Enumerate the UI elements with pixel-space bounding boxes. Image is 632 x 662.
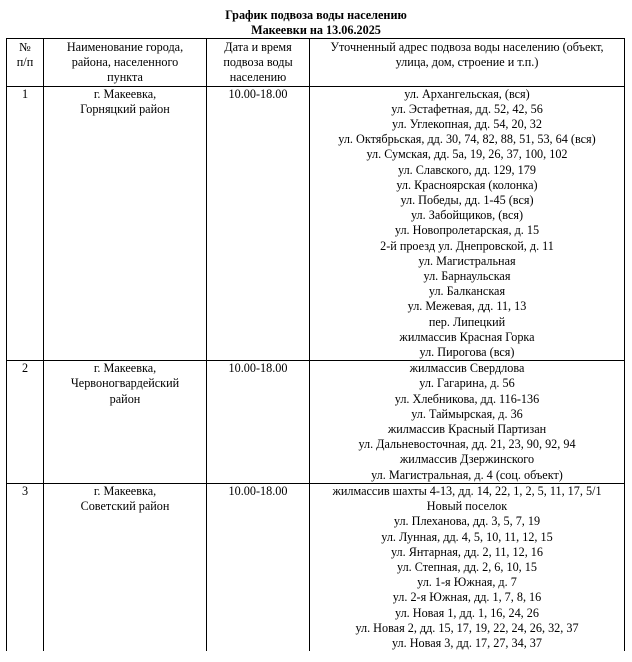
row-place: [44, 361, 207, 484]
address-line: ул. Архангельская, (вся): [404, 86, 530, 101]
address-line: ул. Степная, дд. 2, 6, 10, 15: [397, 559, 537, 574]
address-line: ул. Новая 2, дд. 15, 17, 19, 22, 24, 26, 32, 37: [355, 620, 579, 635]
address-line: ул. Магистральная, д. 4 (соц. объект): [371, 467, 563, 482]
header-time: Дата и время подвоза воды населению: [207, 39, 310, 87]
document-title: [0, 8, 632, 38]
address-line: ул. Плеханова, дд. 3, 5, 7, 19: [393, 514, 541, 529]
place-line: район: [109, 391, 141, 406]
address-line: Новый поселок: [426, 499, 508, 514]
water-delivery-table: [6, 38, 625, 651]
address-line: ул. Дальневосточная, дд. 21, 23, 90, 92, 94: [358, 437, 576, 452]
row-addresses: [310, 361, 625, 484]
address-line: ул. Барнаульская: [423, 269, 511, 284]
address-line: ул. Углекопная, дд. 54, 20, 32: [392, 117, 542, 132]
address-line: ул. Магистральная: [418, 253, 516, 268]
address-line: ул. Забойщиков, (вся): [410, 208, 524, 223]
place-line: Горняцкий район: [80, 101, 170, 116]
place-line: г. Макеевка,: [93, 361, 157, 376]
address-line: ул. Красноярская (колонка): [396, 177, 538, 192]
header-address: Уточненный адрес подвоза воды населению (объект, улица, дом, строение и т.п.): [310, 39, 625, 87]
address-line: жилмассив Свердлова: [409, 361, 525, 376]
address-line: ул. 2-я Южная, дд. 1, 7, 8, 16: [392, 590, 542, 605]
row-number: 2: [7, 361, 44, 484]
address-line: ул. Гагарина, д. 56: [419, 376, 515, 391]
place-line: г. Макеевка,: [93, 86, 157, 101]
table-row: [7, 361, 625, 484]
address-line: ул. Октябрьская, дд. 30, 74, 82, 88, 51, 53, 64 (вся): [338, 132, 596, 147]
title-line-2: Макеевки на 13.06.2025: [251, 23, 381, 37]
address-line: ул. Новая 1, дд. 1, 16, 24, 26: [395, 605, 539, 620]
title-line-1: График подвоза воды населению: [225, 8, 407, 22]
address-line: ул. Эстафетная, дд. 52, 42, 56: [391, 101, 543, 116]
address-line: жилмассив Красная Горка: [399, 329, 535, 344]
row-delivery-time: 10.00-18.00: [207, 86, 310, 361]
address-line: ул. Лунная, дд. 4, 5, 10, 11, 12, 15: [381, 529, 553, 544]
address-line: ул. Славского, дд. 129, 179: [398, 162, 536, 177]
address-line: ул. Новая 3, дд. 17, 27, 34, 37: [392, 635, 542, 650]
row-number: 1: [7, 86, 44, 361]
address-line: ул. Пирогова (вся): [419, 345, 515, 360]
table-header-row: [7, 39, 625, 87]
table-row: [7, 483, 625, 651]
address-line: ул. 1-я Южная, д. 7: [417, 575, 517, 590]
row-delivery-time: 10.00-18.00: [207, 483, 310, 651]
table-row: [7, 86, 625, 361]
address-line: жилмассив шахты 4-13, дд. 14, 22, 1, 2, 5, 11, 17, 5/1: [332, 483, 602, 498]
row-addresses: [310, 483, 625, 651]
address-line: жилмассив Красный Партизан: [387, 422, 547, 437]
place-line: Червоногвардейский: [70, 376, 180, 391]
header-place: Наименование города, района, населенного пункта: [44, 39, 207, 87]
row-number: 3: [7, 483, 44, 651]
address-line: ул. Межевая, дд. 11, 13: [407, 299, 527, 314]
address-line: ул. Янтарная, дд. 2, 11, 12, 16: [391, 544, 543, 559]
place-line: Советский район: [80, 499, 170, 514]
address-line: ул. Хлебникова, дд. 116-136: [394, 391, 540, 406]
address-line: жилмассив Дзержинского: [399, 452, 535, 467]
address-line: ул. Балканская: [428, 284, 506, 299]
row-delivery-time: 10.00-18.00: [207, 361, 310, 484]
address-line: пер. Липецкий: [428, 314, 506, 329]
address-line: ул. Сумская, дд. 5а, 19, 26, 37, 100, 102: [366, 147, 568, 162]
address-line: ул. Таймырская, д. 36: [411, 406, 523, 421]
address-line: ул. Новопролетарская, д. 15: [394, 223, 540, 238]
address-line: 2-й проезд ул. Днепровской, д. 11: [380, 238, 554, 253]
row-place: [44, 483, 207, 651]
row-place: [44, 86, 207, 361]
row-addresses: [310, 86, 625, 361]
place-line: г. Макеевка,: [93, 483, 157, 498]
header-num: № п/п: [7, 39, 44, 87]
address-line: ул. Победы, дд. 1-45 (вся): [400, 193, 534, 208]
